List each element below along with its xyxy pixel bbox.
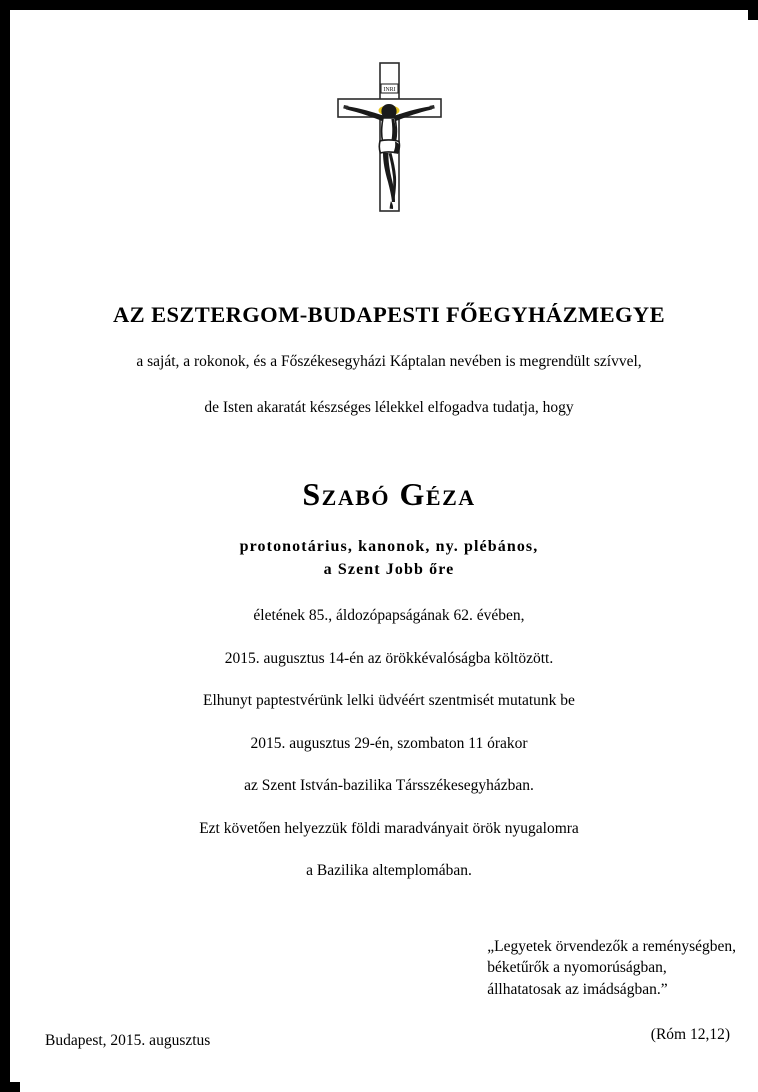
scripture-quote: [20, 936, 758, 1000]
intro-line-1: a saját, a rokonok, és a Főszékesegyházi Káptalan nevében is megrendült szívvel,: [136, 353, 642, 370]
scripture-quote-text: [487, 936, 736, 1000]
crucifix-icon: [323, 58, 455, 218]
death-details: [20, 608, 758, 666]
deceased-name: Szabó Géza: [302, 476, 476, 512]
death-date-line: 2015. augusztus 14-én az örökkévalóságba költözött.: [224, 649, 554, 667]
deceased-titles: [20, 535, 758, 581]
intro-line-2: de Isten akaratát készséges lélekkel elfogadva tudatja, hogy: [204, 399, 574, 416]
scripture-line-3: állhatatosak az imádságban.”: [487, 980, 668, 998]
scripture-line-2: béketűrők a nyomorúságban,: [487, 959, 667, 977]
mass-line-3: az Szent István-bazilika Társszékesegyházban.: [244, 777, 534, 795]
deceased-title-line-2: a Szent Jobb őre: [323, 561, 455, 579]
scripture-citation: (Róm 12,12): [650, 1026, 730, 1043]
death-age-line: életének 85., áldozópapságának 62. évében,: [253, 607, 525, 625]
inri-titulus-text: INRI: [383, 87, 396, 94]
burial-details: [20, 821, 758, 879]
diocese-heading: AZ ESZTERGOM-BUDAPESTI FŐEGYHÁZMEGYE: [113, 302, 665, 327]
mass-line-2: 2015. augusztus 29-én, szombaton 11 órakor: [250, 734, 528, 752]
funeral-mass-details: [20, 693, 758, 794]
footer-place-and-date: Budapest, 2015. augusztus: [45, 1032, 211, 1049]
crucifix-emblem: [20, 20, 758, 220]
mass-line-1: Elhunyt paptestvérünk lelki üdvéért szentmisét mutatunk be: [203, 692, 575, 710]
burial-line-2: a Bazilika altemplomában.: [306, 862, 472, 880]
burial-line-1: Ezt követően helyezzük földi maradványait örök nyugalomra: [199, 819, 579, 837]
deceased-title-line-1: protonotárius, kanonok, ny. plébános,: [239, 538, 539, 555]
scripture-line-1: „Legyetek örvendezők a reménységben,: [487, 937, 736, 955]
announcement-card: [20, 20, 758, 1092]
